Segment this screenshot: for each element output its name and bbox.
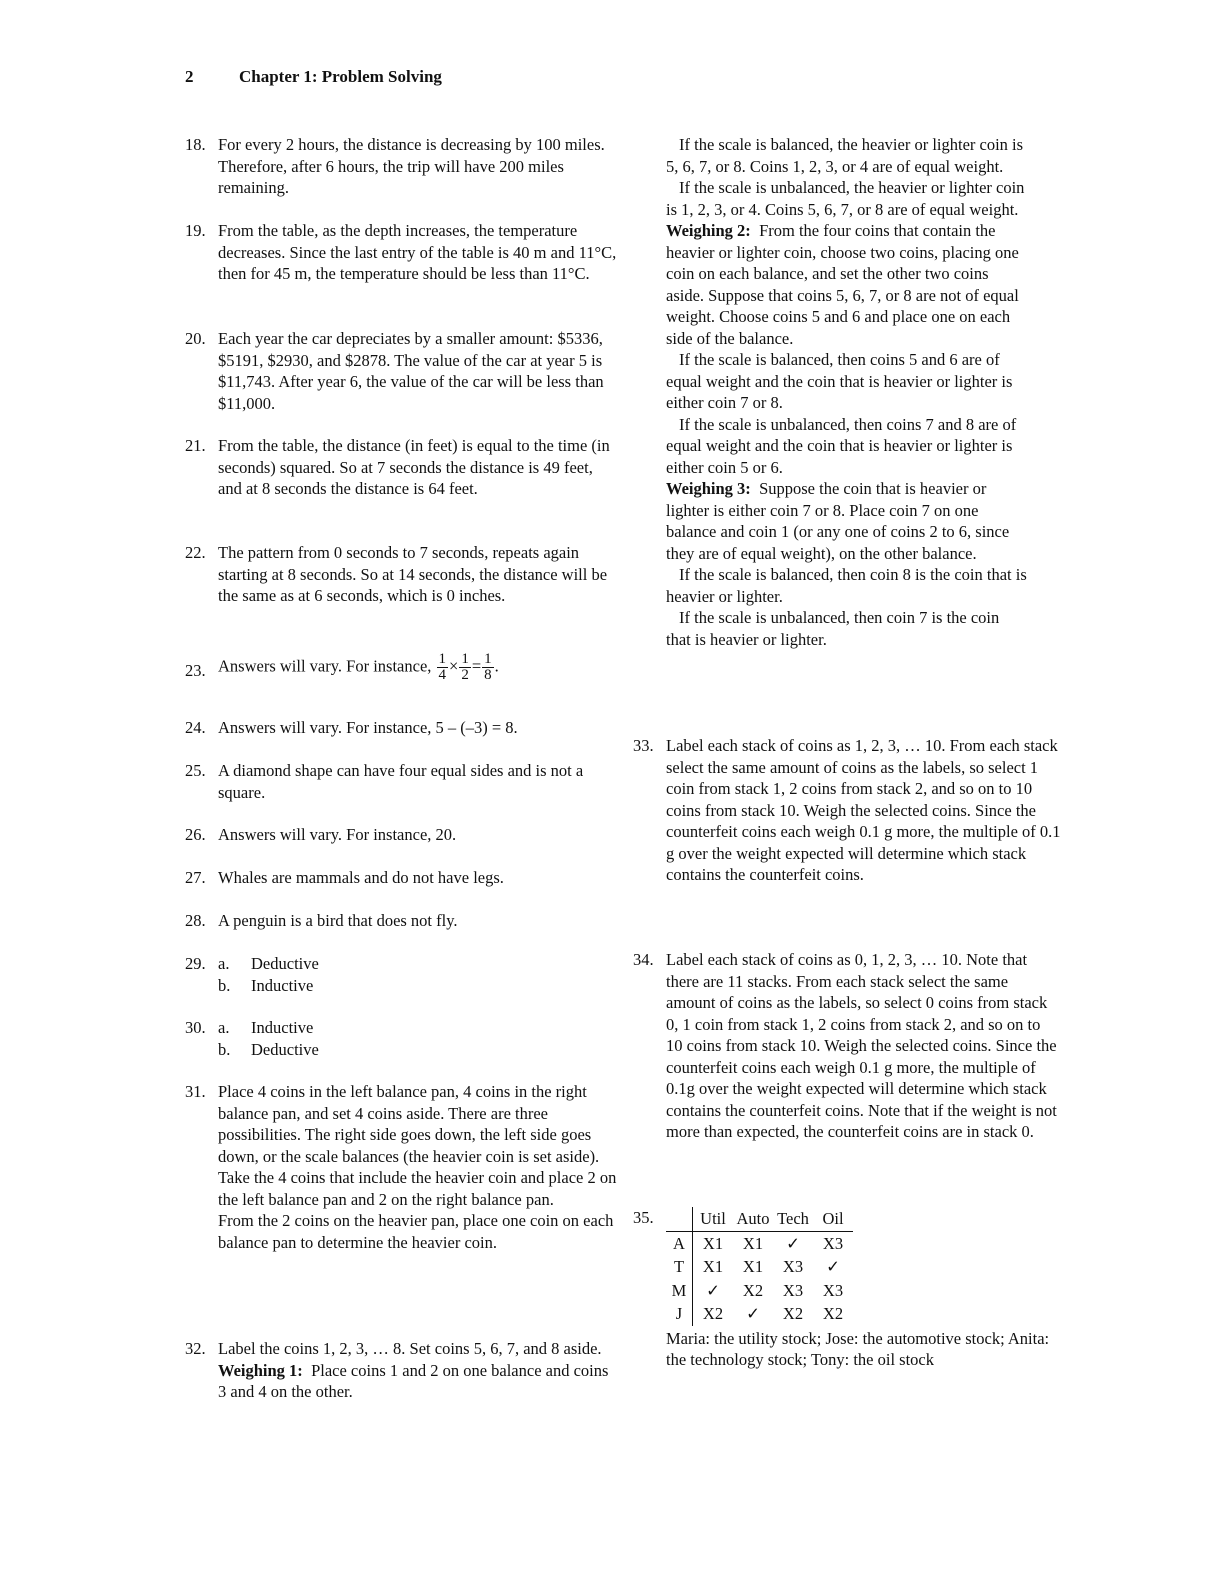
answer-paragraph: If the scale is balanced, then coins 5 and 6 are of equal weight and the coin that is heavier or lighter is either coin 7 or 8. xyxy=(666,350,1013,412)
answer-text: A diamond shape can have four equal sides and is not a square. xyxy=(218,761,584,802)
column-header: Auto xyxy=(733,1207,773,1231)
answer-paragraph: If the scale is balanced, then coin 8 is the coin that is heavier or lighter. xyxy=(666,565,1027,606)
table-cell: X3 xyxy=(782,1280,804,1300)
table-cell: X2 xyxy=(742,1280,764,1300)
answer-30 xyxy=(185,1017,618,1060)
answer-text: Label each stack of coins as 1, 2, 3, … 10. From each stack select the same amount of coins as the labels, so select 1 coin from stack 1, 2 coins from stack 2, and so on to 10 coins from stack 10. Weigh the selected coins. Since the counterfeit coins each weigh 0.1 g more, the multiple of 0.1 g over the weight expected will determine which stack contains the counterfeit coins. xyxy=(666,736,1061,884)
answer-29 xyxy=(185,953,618,996)
answer-paragraph: If the scale is unbalanced, then coins 7 and 8 are of equal weight and the coin that is heavier or lighter is either coin 5 or 6. xyxy=(666,414,1017,477)
answer-number: 26. xyxy=(185,825,206,844)
answer-text: Answers will vary. For instance, xyxy=(218,656,432,676)
answer-text: Answers will vary. For instance, 5 – (–3) = 8. xyxy=(218,718,518,737)
answer-23 xyxy=(185,652,618,683)
answer-paragraph: If the scale is unbalanced, then coin 7 is the coin that is heavier or lighter. xyxy=(666,608,1000,649)
answer-number: 21. xyxy=(185,436,206,455)
answer-conclusion: Maria: the utility stock; Jose: the automotive stock; Anita: the technology stock; Tony: the oil stock xyxy=(666,1328,1050,1369)
answer-27 xyxy=(185,867,618,889)
table-cell: ✓ xyxy=(826,1257,840,1276)
answer-33 xyxy=(633,735,1061,886)
column-header: Tech xyxy=(773,1207,813,1231)
table-row xyxy=(666,1302,853,1326)
answer-text: For every 2 hours, the distance is decreasing by 100 miles. Therefore, after 6 hours, the trip will have 200 miles remaining. xyxy=(218,135,605,197)
answer-paragraph: Label the coins 1, 2, 3, … 8. Set coins 5, 6, 7, and 8 aside. xyxy=(218,1339,602,1358)
table-cell: X1 xyxy=(702,1257,724,1276)
answer-number: 33. xyxy=(633,736,654,755)
chapter-title: Chapter 1: Problem Solving xyxy=(239,67,442,86)
answer-20 xyxy=(185,328,618,414)
table-cell: ✓ xyxy=(786,1233,800,1253)
table-cell: X2 xyxy=(702,1304,724,1323)
stock-logic-table xyxy=(666,1207,853,1326)
table-header-row xyxy=(666,1207,853,1231)
period: . xyxy=(494,656,499,676)
weighing-1: Weighing 1: Place coins 1 and 2 on one balance and coins 3 and 4 on the other. xyxy=(218,1360,609,1401)
answer-number: 32. xyxy=(185,1339,206,1358)
fraction-one-half: $\frac{1}{2}$ xyxy=(461,651,469,683)
answer-number: 23. xyxy=(185,661,206,680)
answer-21 xyxy=(185,435,618,500)
answer-28 xyxy=(185,910,618,932)
answer-text: A penguin is a bird that does not fly. xyxy=(218,911,458,930)
answer-number: 30. xyxy=(185,1018,206,1037)
table-cell: X1 xyxy=(742,1257,764,1276)
answer-22 xyxy=(185,542,618,607)
fraction-one-quarter: $\frac{1}{4}$ xyxy=(438,651,447,683)
answer-number: 24. xyxy=(185,718,206,737)
answer-32 xyxy=(185,1338,618,1403)
row-label: A xyxy=(666,1231,693,1255)
answer-35 xyxy=(633,1207,1061,1371)
fraction-one-eighth: $\frac{1}{8}$ xyxy=(484,651,492,683)
table-corner-cell xyxy=(666,1207,693,1231)
answer-text: The pattern from 0 seconds to 7 seconds, repeats again starting at 8 seconds. So at 14 seconds, the distance will be the same as at 6 seconds, which is 0 inches. xyxy=(218,543,608,605)
answer-number: 27. xyxy=(185,868,206,887)
table-cell: X3 xyxy=(782,1257,804,1276)
table-cell: X3 xyxy=(822,1280,844,1300)
answer-number: 34. xyxy=(633,950,654,969)
column-header: Util xyxy=(693,1207,734,1231)
answer-text: From the table, as the depth increases, the temperature decreases. Since the last entry of the table is 40 m and 11°C, then for 45 m, the temperature should be less than 11°C. xyxy=(218,221,617,283)
answer-34 xyxy=(633,949,1061,1143)
table-cell: X3 xyxy=(822,1233,844,1253)
table-cell: X1 xyxy=(702,1233,724,1253)
answer-text: Label each stack of coins as 0, 1, 2, 3, … 10. Note that there are 11 stacks. From each stack select the same amount of coins as the labels, so select 0 coins from stack 0, 1 coin from stack 1, 2 coins from stack 2, and so on to 10 coins from stack 10. Weigh the selected coins. Since the counterfeit coins each weigh 0.1 g more, the multiple of 0.1g over the weight expected will determine which stack contains the counterfeit coins. Note that if the weight is not more than expected, the counterfeit coins are in stack 0. xyxy=(666,950,1057,1141)
table-row xyxy=(666,1255,853,1279)
answer-number: 22. xyxy=(185,543,206,562)
answer-paragraph: Take the 4 coins that include the heavier coin and place 2 on the left balance pan and 2 on the right balance pan. xyxy=(218,1168,617,1209)
answer-number: 35. xyxy=(633,1208,654,1227)
table-row xyxy=(666,1231,853,1255)
answer-31 xyxy=(185,1081,618,1253)
answer-25 xyxy=(185,760,618,803)
table-row xyxy=(666,1279,853,1303)
page-header xyxy=(185,66,442,88)
answer-number: 31. xyxy=(185,1082,206,1101)
answer-paragraph: Place 4 coins in the left balance pan, 4 coins in the right balance pan, and set 4 coins aside. There are three possibilities. The right side goes down, the left side goes down, or the scale balances (the heavier coin is set aside). xyxy=(218,1082,600,1166)
answer-text: From the table, the distance (in feet) is equal to the time (in seconds) squared. So at 7 seconds the distance is 49 feet, and at 8 seconds the distance is 64 feet. xyxy=(218,436,610,498)
answer-number: 20. xyxy=(185,329,206,348)
answer-paragraph: From the 2 coins on the heavier pan, place one coin on each balance pan to determine the heavier coin. xyxy=(218,1211,614,1252)
table-cell: X2 xyxy=(822,1304,844,1323)
sub-answer-b: b. Inductive xyxy=(218,975,314,995)
row-label: T xyxy=(666,1255,693,1279)
answer-number: 25. xyxy=(185,761,206,780)
answer-number: 29. xyxy=(185,954,206,973)
sub-answer-a: a. Deductive xyxy=(218,954,319,973)
sub-answer-b: b. Deductive xyxy=(218,1039,319,1059)
equals-sign: = xyxy=(471,656,482,676)
table-cell: ✓ xyxy=(706,1280,720,1300)
answer-26 xyxy=(185,824,618,846)
column-header: Oil xyxy=(813,1207,853,1231)
weighing-3: Weighing 3: Suppose the coin that is heavier or lighter is either coin 7 or 8. Place coin 7 on one balance and coin 1 (or any one of coins 2 to 6, since they are of equal weight), on the other balance. xyxy=(666,479,1010,563)
table-cell: ✓ xyxy=(746,1304,760,1323)
answer-text: Whales are mammals and do not have legs. xyxy=(218,868,504,887)
answer-text: Answers will vary. For instance, 20. xyxy=(218,825,457,844)
answer-19 xyxy=(185,220,618,285)
answer-paragraph: If the scale is unbalanced, the heavier or lighter coin is 1, 2, 3, or 4. Coins 5, 6, 7, or 8 are of equal weight. xyxy=(666,178,1025,219)
answer-number: 19. xyxy=(185,221,206,240)
answer-text: Each year the car depreciates by a smaller amount: $5336, $5191, $2930, and $2878. The value of the car at year 5 is $11,743. After year 6, the value of the car will be less than $11,000. xyxy=(218,329,604,413)
row-label: M xyxy=(666,1279,693,1303)
answer-32-continued xyxy=(666,134,1028,650)
answer-number: 18. xyxy=(185,135,206,154)
answer-18 xyxy=(185,134,618,199)
answer-paragraph: If the scale is balanced, the heavier or lighter coin is 5, 6, 7, or 8. Coins 1, 2, 3, or 4 are of equal weight. xyxy=(666,135,1024,176)
page-number: 2 xyxy=(185,67,194,86)
sub-answer-a: a. Inductive xyxy=(218,1018,314,1037)
weighing-2: Weighing 2: From the four coins that contain the heavier or lighter coin, choose two coins, placing one coin on each balance, and set the other two coins aside. Suppose that coins 5, 6, 7, or 8 are not of equal weight. Choose coins 5 and 6 and place one on each side of the balance. xyxy=(666,221,1019,348)
answer-24 xyxy=(185,717,618,739)
row-label: J xyxy=(666,1302,693,1326)
times-sign: × xyxy=(449,656,459,676)
table-cell: X1 xyxy=(742,1233,764,1253)
answer-number: 28. xyxy=(185,911,206,930)
table-cell: X2 xyxy=(782,1304,804,1323)
